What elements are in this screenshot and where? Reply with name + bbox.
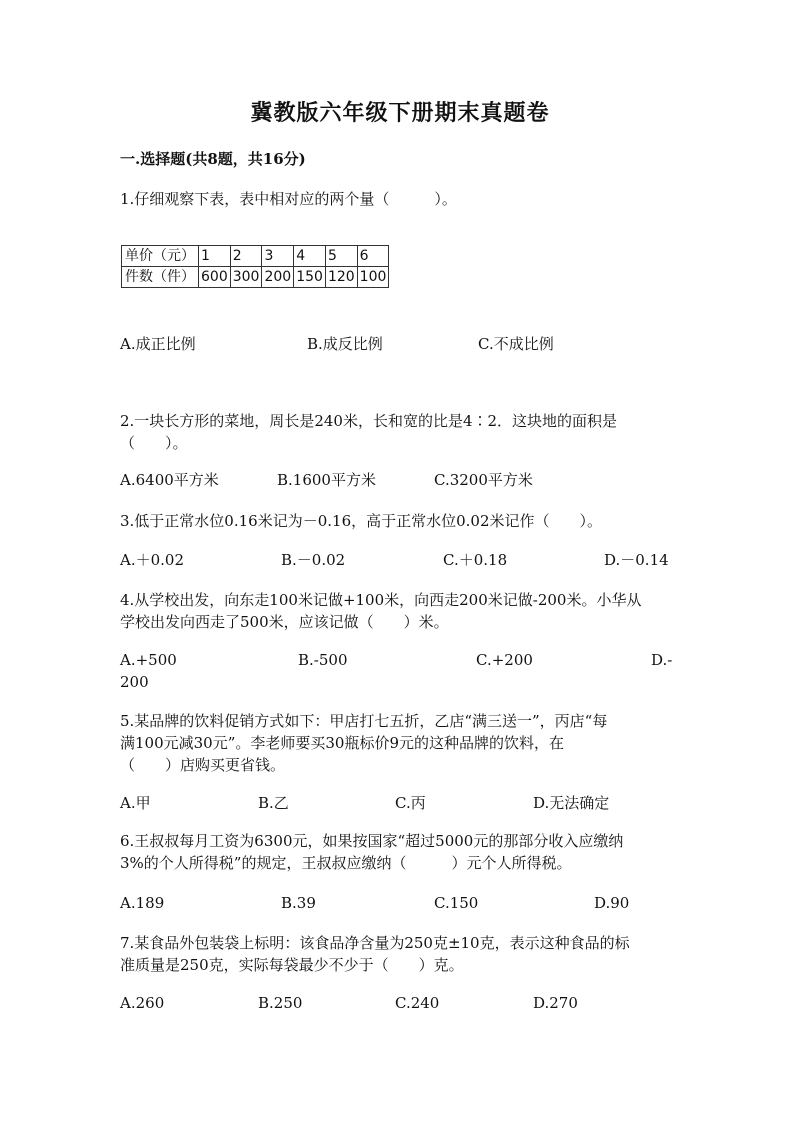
table-cell: 3 [262, 246, 294, 267]
question-2-line-1: 2.一块长方形的菜地，周长是240米，长和宽的比是4∶2．这块地的面积是 [120, 412, 618, 430]
question-5-line-1: 5.某品牌的饮料促销方式如下：甲店打七五折，乙店“满三送一”，丙店“每 [120, 712, 608, 730]
table-cell: 2 [230, 246, 262, 267]
question-4-line-1: 4.从学校出发，向东走100米记做+100米，向西走200米记做-200米。小华从 [120, 591, 642, 609]
table-cell: 1 [199, 246, 231, 267]
question-3-option-b: B.－0.02 [281, 551, 346, 569]
question-5-option-c: C.丙 [395, 794, 426, 812]
question-7-option-d: D.270 [533, 994, 578, 1012]
question-4-option-c: C.+200 [476, 651, 533, 669]
page-title: 冀教版六年级下册期末真题卷 [250, 100, 550, 126]
table-cell: 600 [199, 267, 231, 288]
table-cell: 150 [294, 267, 326, 288]
question-4-option-b: B.-500 [298, 651, 348, 669]
question-6-option-d: D.90 [594, 894, 630, 912]
table-cell: 120 [325, 267, 357, 288]
question-4-option-d: D.- [651, 651, 673, 669]
table-cell: 5 [325, 246, 357, 267]
table-row [122, 267, 389, 288]
question-4-line-2: 学校出发向西走了500米，应该记做（ ）米。 [120, 613, 449, 631]
table-cell: 单价（元） [122, 246, 199, 267]
question-2-option-b: B.1600平方米 [277, 471, 376, 489]
question-7-option-b: B.250 [258, 994, 303, 1012]
question-7-line-2: 准质量是250克，实际每袋最少不少于（ ）克。 [120, 956, 464, 974]
question-2-line-2: （ ）。 [120, 434, 188, 452]
question-7-option-a: A.260 [120, 994, 165, 1012]
question-3-text: 3.低于正常水位0.16米记为－0.16，高于正常水位0.02米记作（ ）。 [120, 512, 603, 530]
question-4-option-a: A.+500 [120, 651, 177, 669]
question-3-option-d: D.－0.14 [604, 551, 669, 569]
question-1-text: 1.仔细观察下表，表中相对应的两个量（ ）。 [120, 190, 457, 208]
question-6-option-b: B.39 [281, 894, 316, 912]
question-4-option-d-wrap: 200 [120, 673, 149, 691]
question-3-option-c: C.＋0.18 [443, 551, 508, 569]
question-1-option-b: B.成反比例 [307, 335, 383, 353]
question-5-line-2: 满100元减30元”。李老师要买30瓶标价9元的这种品牌的饮料，在 [120, 734, 565, 752]
question-5-option-d: D.无法确定 [533, 794, 610, 812]
question-2-option-a: A.6400平方米 [120, 471, 219, 489]
table-cell: 4 [294, 246, 326, 267]
question-5-option-a: A.甲 [120, 794, 151, 812]
table-cell: 6 [357, 246, 389, 267]
table-cell: 300 [230, 267, 262, 288]
question-1-option-c: C.不成比例 [478, 335, 554, 353]
table-cell: 100 [357, 267, 389, 288]
table-cell: 200 [262, 267, 294, 288]
question-7-option-c: C.240 [395, 994, 440, 1012]
question-1-option-a: A.成正比例 [120, 335, 196, 353]
table-cell: 件数（件） [122, 267, 199, 288]
question-3-option-a: A.＋0.02 [120, 551, 184, 569]
question-5-line-3: （ ）店购买更省钱。 [120, 756, 286, 774]
question-7-line-1: 7.某食品外包装袋上标明：该食品净含量为250克±10克，表示这种食品的标 [120, 934, 630, 952]
question-6-option-a: A.189 [120, 894, 165, 912]
question-5-option-b: B.乙 [258, 794, 289, 812]
question-6-line-1: 6.王叔叔每月工资为6300元，如果按国家“超过5000元的那部分收入应缴纳 [120, 832, 624, 850]
question-1-table [121, 245, 389, 288]
question-2-option-c: C.3200平方米 [434, 471, 533, 489]
section-heading: 一.选择题(共8题，共16分) [120, 150, 306, 168]
question-6-line-2: 3%的个人所得税”的规定，王叔叔应缴纳（ ）元个人所得税。 [120, 854, 572, 872]
question-6-option-c: C.150 [434, 894, 479, 912]
table-row [122, 246, 389, 267]
